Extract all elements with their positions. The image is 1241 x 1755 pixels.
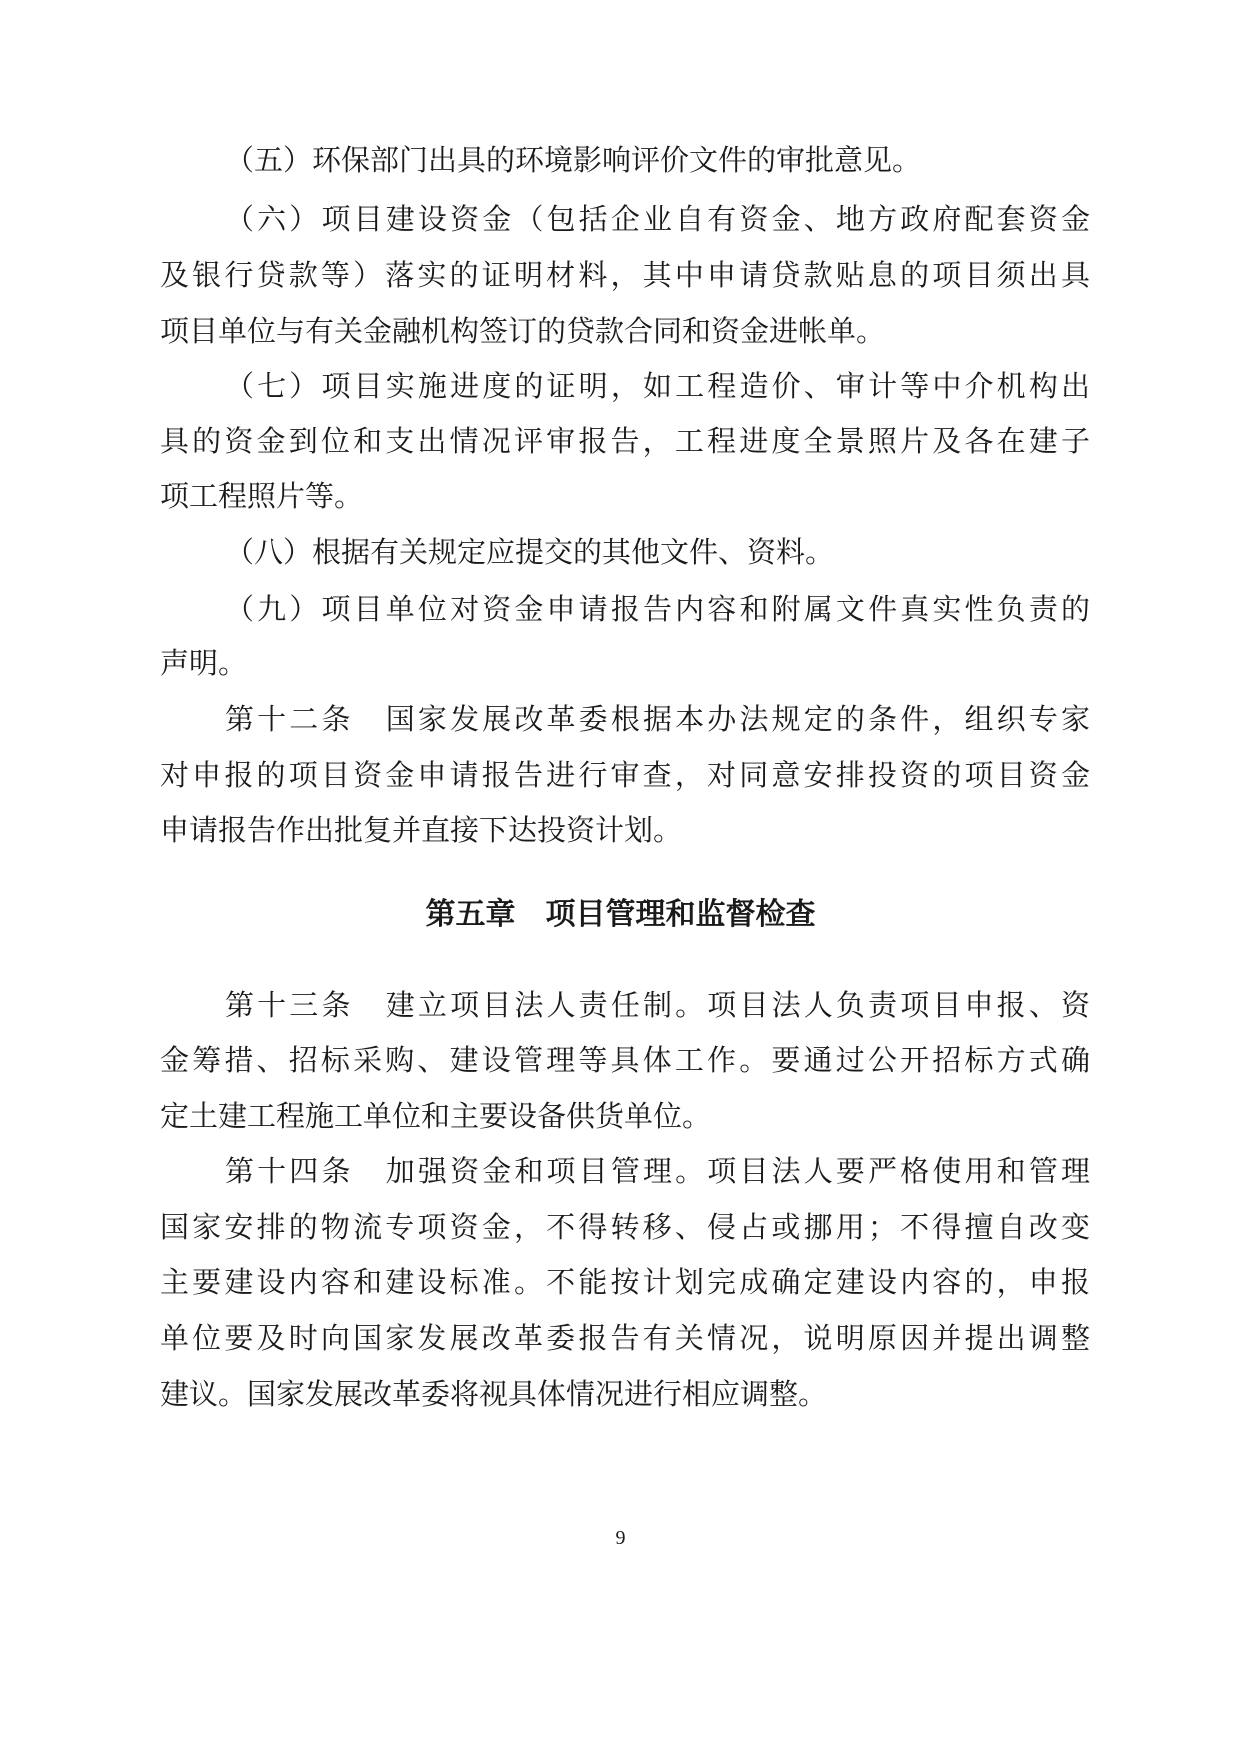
text-line: （七）项目实施进度的证明，如工程造价、审计等中介机构出 (225, 369, 1090, 403)
text-line: 第十三条 建立项目法人责任制。项目法人负责项目申报、资 (225, 988, 1090, 1022)
text-line: 单位要及时向国家发展改革委报告有关情况，说明原因并提出调整 (160, 1321, 1090, 1355)
text-line: 建议。国家发展改革委将视具体情况进行相应调整。 (160, 1377, 828, 1411)
text-line: 定土建工程施工单位和主要设备供货单位。 (160, 1099, 712, 1133)
text-line: （九）项目单位对资金申请报告内容和附属文件真实性负责的 (225, 592, 1090, 626)
text-line: 申请报告作出批复并直接下达投资计划。 (160, 813, 683, 847)
text-line: 金筹措、招标采购、建设管理等具体工作。要通过公开招标方式确 (160, 1043, 1090, 1077)
text-line: 及银行贷款等）落实的证明材料，其中申请贷款贴息的项目须出具 (160, 258, 1090, 292)
text-line: （五）环保部门出具的环境影响评价文件的审批意见。 (225, 143, 922, 177)
chapter-heading: 第五章 项目管理和监督检查 (425, 897, 816, 932)
text-line: 项工程照片等。 (160, 479, 364, 513)
text-line: 具的资金到位和支出情况评审报告，工程进度全景照片及各在建子 (160, 424, 1090, 458)
text-line: （六）项目建设资金（包括企业自有资金、地方政府配套资金 (225, 202, 1090, 236)
text-line: 项目单位与有关金融机构签订的贷款合同和资金进帐单。 (160, 314, 886, 348)
page-number: 9 (615, 1527, 626, 1549)
text-line: 声明。 (160, 646, 248, 680)
text-line: 对申报的项目资金申请报告进行审查，对同意安排投资的项目资金 (160, 758, 1090, 792)
text-line: （八）根据有关规定应提交的其他文件、资料。 (225, 535, 835, 569)
text-line: 第十四条 加强资金和项目管理。项目法人要严格使用和管理 (225, 1154, 1090, 1188)
text-line: 主要建设内容和建设标准。不能按计划完成确定建设内容的，申报 (160, 1265, 1090, 1299)
text-line: 国家安排的物流专项资金，不得转移、侵占或挪用；不得擅自改变 (160, 1210, 1090, 1244)
text-line: 第十二条 国家发展改革委根据本办法规定的条件，组织专家 (225, 702, 1090, 736)
